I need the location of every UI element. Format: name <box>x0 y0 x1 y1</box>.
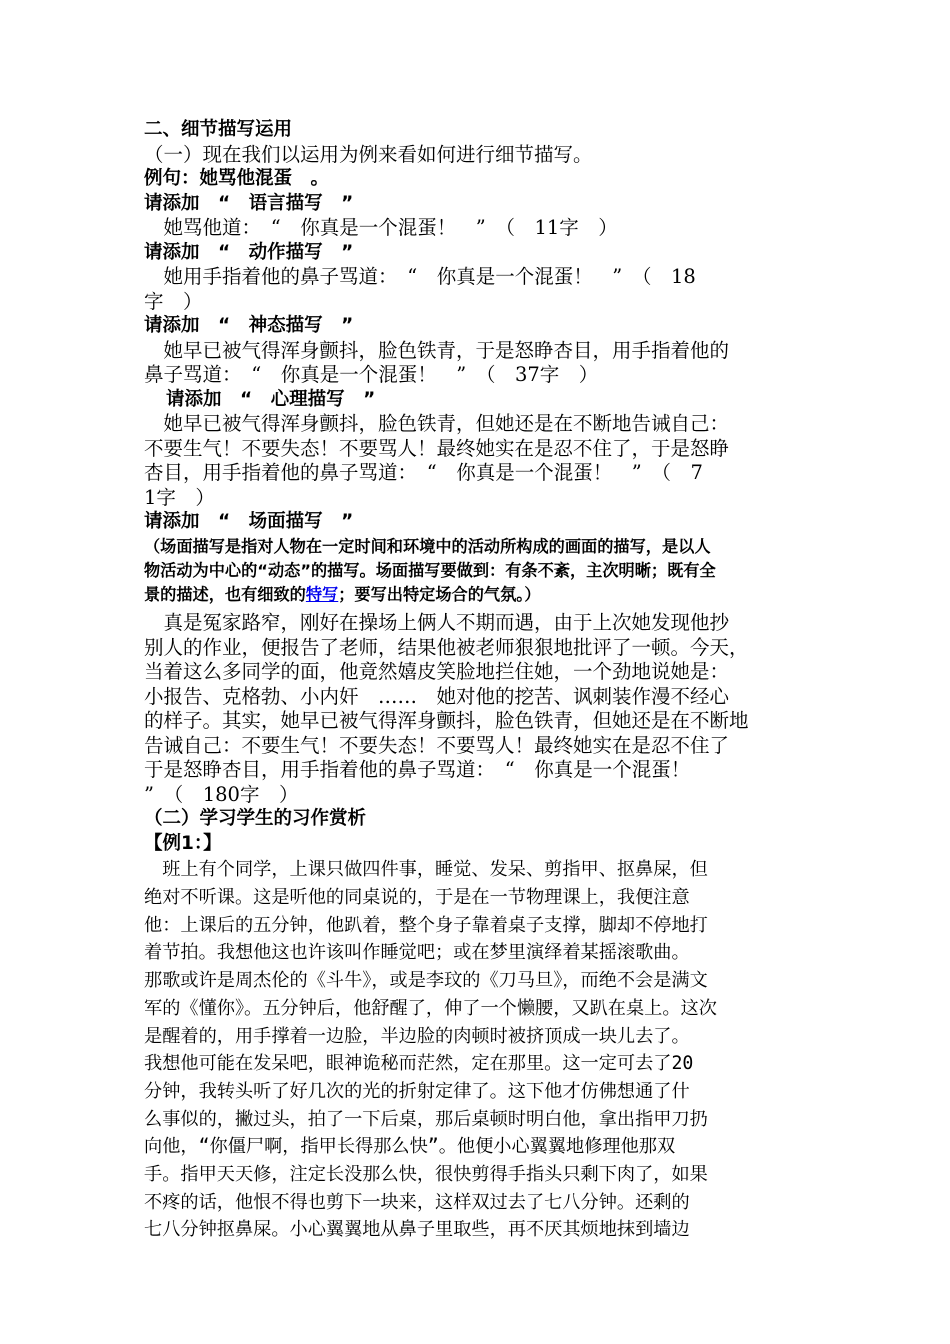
scene-line: 小报告、克格勃、小内奸 …… 她对他的挖苦、讽刺装作漫不经心 <box>144 684 730 708</box>
psychology-line: 杏目，用手指着他的鼻子骂道： “ 你真是一个混蛋！ ” （ 7 <box>144 461 703 484</box>
scene-prompt: 请添加 “ 场面描写 ” <box>144 511 354 532</box>
essay-line: 手。指甲天天修，注定长没那么快，很快剪得手指头只剩下肉了，如果 <box>144 1163 708 1185</box>
section-heading: 二、细节描写运用 <box>144 119 293 140</box>
section-intro: （一）现在我们以运用为例来看如何进行细节描写。 <box>144 142 593 166</box>
essay-line: 他：上课后的五分钟，他趴着，整个身子靠着桌子支撑，脚却不停地打 <box>144 914 708 936</box>
scene-line: 真是冤家路窄，刚好在操场上俩人不期而遇，由于上次她发现他抄 <box>144 611 730 635</box>
essay-line: 么事似的，撇过头，拍了一下后桌，那后桌顿时明白他，拿出指甲刀扔 <box>144 1108 708 1130</box>
scene-line: 告诫自己：不要生气！不要失态！不要骂人！最终她实在是忍不住了 <box>144 733 730 757</box>
scene-line: ” （ 180字 ） <box>144 782 299 806</box>
essay-line: 是醒着的，用手撑着一边脸，半边脸的肉顿时被挤顶成一块儿去了。 <box>144 1025 690 1047</box>
scene-note-line: （场面描写是指对人物在一定时间和环境中的活动所构成的画面的描写，是以人 <box>144 536 711 556</box>
essay-line: 那歌或许是周杰伦的《斗牛》，或是李玟的《刀马旦》，而绝不会是满文 <box>144 970 708 992</box>
language-prompt: 请添加 “ 语言描写 ” <box>144 192 354 214</box>
essay-line: 着节拍。我想他这也许该叫作睡觉吧；或在梦里演绎着某摇滚歌曲。 <box>144 942 690 964</box>
expression-prompt: 请添加 “ 神态描写 ” <box>144 315 354 336</box>
scene-line: 当着这么多同学的面，他竟然嬉皮笑脸地拦住她，一个劲地说她是： <box>144 660 730 684</box>
psychology-line: 1字 ） <box>144 485 215 509</box>
action-line: 她用手指着他的鼻子骂道： “ 你真是一个混蛋！ ” （ 18 <box>144 265 696 288</box>
close-up-link[interactable]: 特写 <box>305 585 339 605</box>
essay-line: 不疼的话，他恨不得也剪下一块来，这样双过去了七八分钟。还剩的 <box>144 1191 690 1213</box>
essay-line: 绝对不听课。这是听他的同桌说的，于是在一节物理课上，我便注意 <box>144 887 690 909</box>
scene-note-text: 景的描述，也有细致的 <box>144 585 306 605</box>
essay-line: 向他，“你僵尸啊，指甲长得那么快”。他便小心翼翼地修理他那双 <box>144 1136 676 1158</box>
action-prompt: 请添加 “ 动作描写 ” <box>144 241 354 263</box>
essay-line: 我想他可能在发呆吧，眼神诡秘而茫然，定在那里。这一定可去了20 <box>144 1053 694 1075</box>
essay-line: 七八分钟抠鼻屎。小心翼翼地从鼻子里取些，再不厌其烦地抹到墙边 <box>144 1219 690 1241</box>
expression-line: 她早已被气得浑身颤抖，脸色铁青，于是怒睁杏目，用手指着他的 <box>144 338 730 362</box>
scene-line: 别人的作业，便报告了老师，结果他被老师狠狠地批评了一顿。今天， <box>144 635 749 659</box>
psychology-line: 她早已被气得浑身颤抖，脸色铁青，但她还是在不断地告诫自己： <box>144 412 730 435</box>
expression-line: 鼻子骂道： “ 你真是一个混蛋！ ” （ 37字 ） <box>144 363 599 386</box>
essay-line: 班上有个同学，上课只做四件事，睡觉、发呆、剪指甲、抠鼻屎，但 <box>144 859 708 881</box>
scene-line: 于是怒睁杏目，用手指着他的鼻子骂道： “ 你真是一个混蛋！ <box>144 758 691 782</box>
language-text: 她骂他道： “ 你真是一个混蛋！ ” （ 11字 ） <box>144 216 618 239</box>
scene-note-line <box>144 583 808 607</box>
psychology-prompt: 请添加 “ 心理描写 ” <box>166 388 376 410</box>
psychology-line: 不要生气！不要失态！不要骂人！最终她实在是忍不住了，于是怒睁 <box>144 436 730 460</box>
scene-line: 的样子。其实，她早已被气得浑身颤抖，脸色铁青，但她还是在不断地 <box>144 709 749 733</box>
document-page <box>144 118 808 1244</box>
essay-line: 分钟，我转头听了好几次的光的折射定律了。这下他才仿佛想通了什 <box>144 1080 690 1102</box>
action-line: 字 ） <box>144 289 203 313</box>
part2-heading: （二）学习学生的习作赏析 <box>144 808 367 830</box>
example-sentence: 例句：她骂他混蛋 。 <box>144 168 330 189</box>
essay-line: 军的《懂你》。五分钟后，他舒醒了，伸了一个懒腰，又趴在桌上。这次 <box>144 997 717 1019</box>
example-label: 【例1：】 <box>144 832 222 854</box>
scene-note-line: 物活动为中心的“动态”的描写。场面描写要做到：有条不紊，主次明晰；既有全 <box>144 560 716 580</box>
scene-note-tail: ；要写出特定场合的气氛。） <box>338 585 541 605</box>
